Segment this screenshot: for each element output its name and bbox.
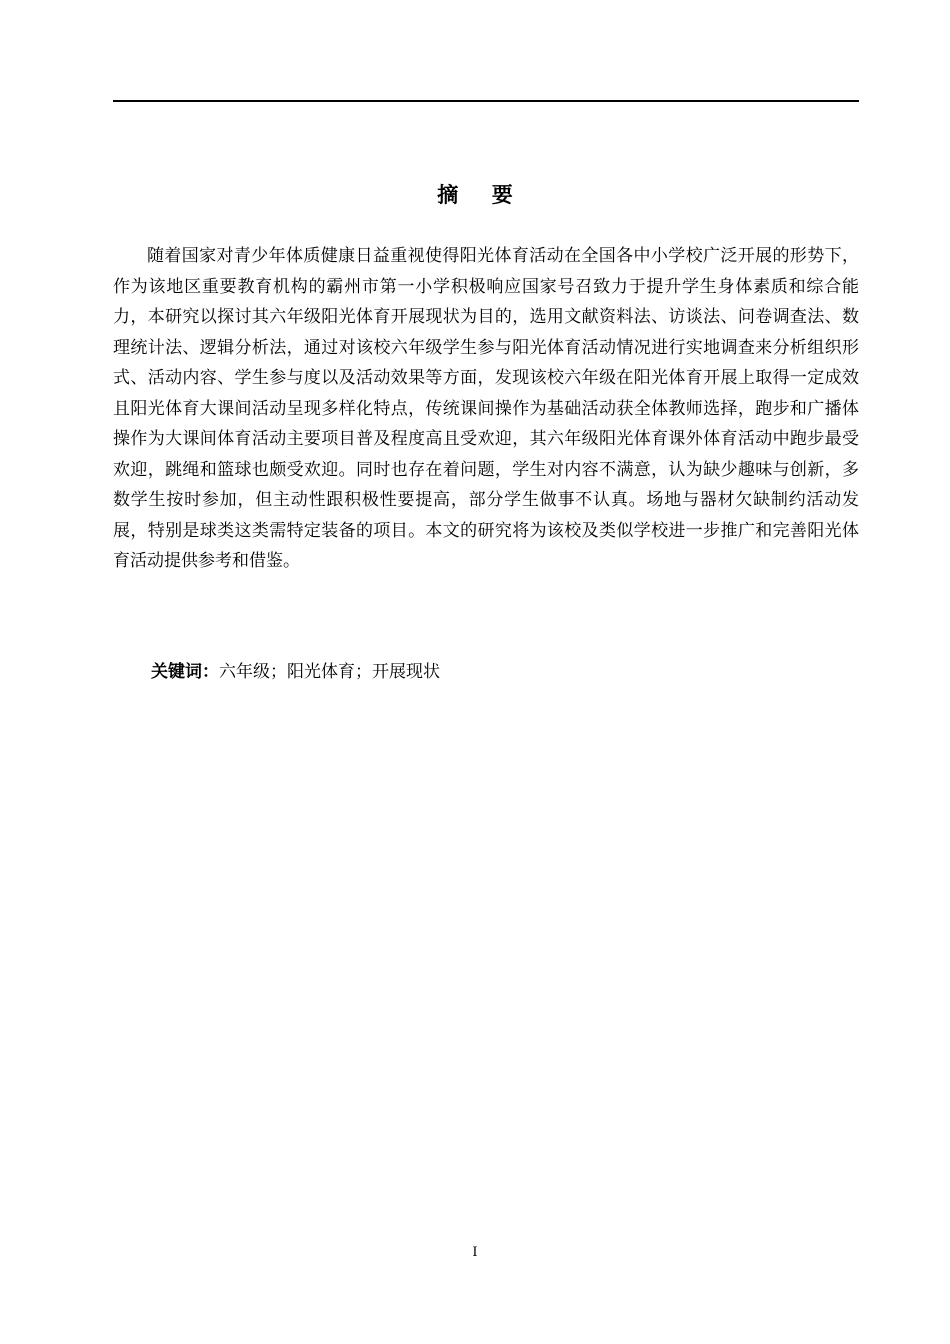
keywords-line [151, 657, 859, 687]
header-rule [113, 100, 859, 102]
keywords-label: 关键词： [151, 662, 219, 682]
keywords-value: 六年级；阳光体育；开展现状 [219, 662, 440, 682]
abstract-body: 随着国家对青少年体质健康日益重视使得阳光体育活动在全国各中小学校广泛开展的形势下，作为该地区重要教育机构的霸州市第一小学积极响应国家号召致力于提升学生身体素质和综合能力，本研究以探讨其六年级阳光体育开展现状为目的，选用文献资料法、访谈法、问卷调查法、数理统计法、逻辑分析法，通过对该校六年级学生参与阳光体育活动情况进行实地调查来分析组织形式、活动内容、学生参与度以及活动效果等方面，发现该校六年级在阳光体育开展上取得一定成效且阳光体育大课间活动呈现多样化特点，传统课间操作为基础活动获全体教师选择，跑步和广播体操作为大课间体育活动主要项目普及程度高且受欢迎，其六年级阳光体育课外体育活动中跑步最受欢迎，跳绳和篮球也颇受欢迎。同时也存在着问题，学生对内容不满意，认为缺少趣味与创新，多数学生按时参加，但主动性跟积极性要提高，部分学生做事不认真。场地与器材欠缺制约活动发展，特别是球类这类需特定装备的项目。本文的研究将为该校及类似学校进一步推广和完善阳光体育活动提供参考和借鉴。 [113, 246, 859, 571]
page-number: I [472, 1245, 478, 1260]
abstract-title: 摘要 [437, 183, 547, 207]
